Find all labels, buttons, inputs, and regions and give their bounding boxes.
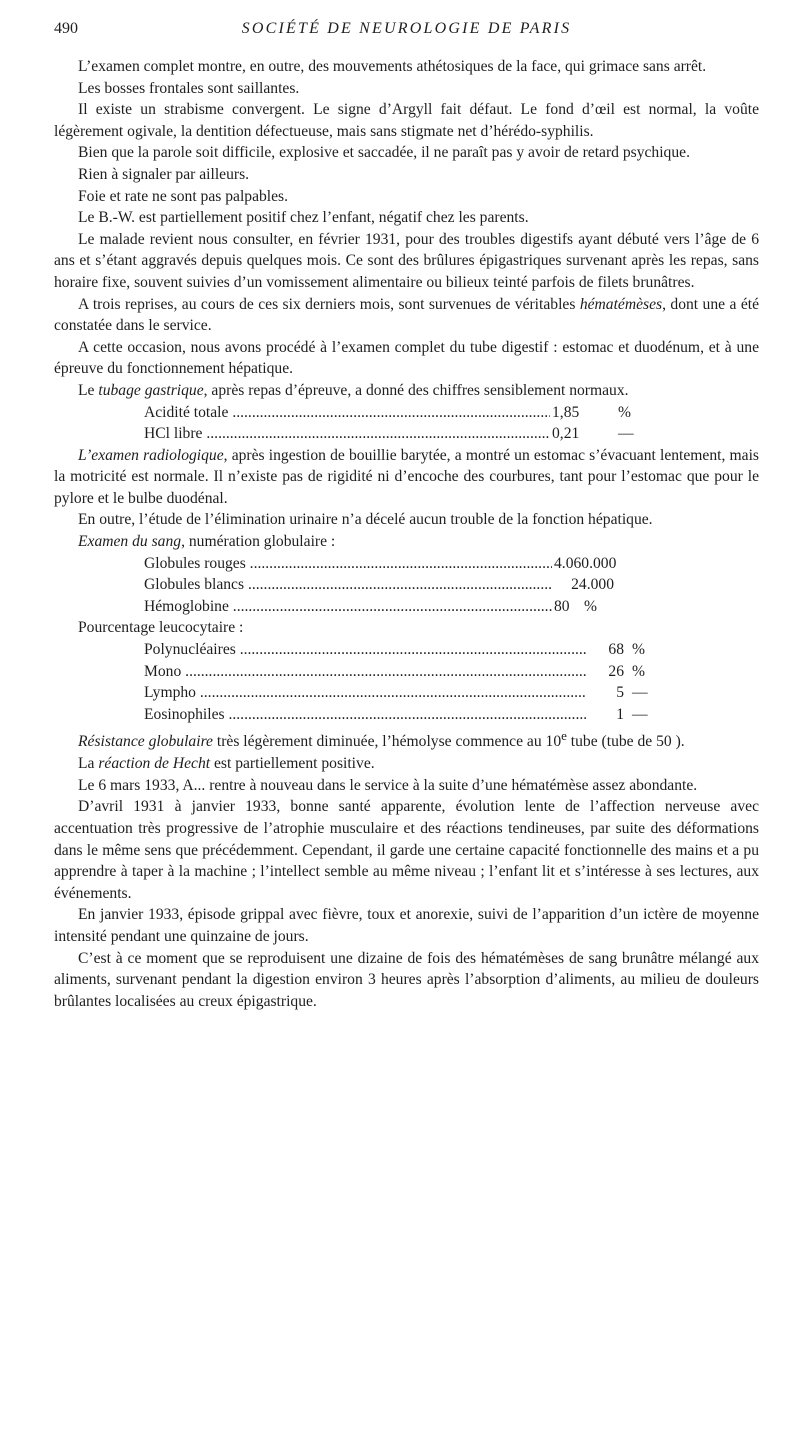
table-row: [54, 682, 759, 704]
row-label: Globules rouges .....: [144, 553, 552, 575]
row-unit: %: [632, 662, 645, 680]
table-row: [54, 553, 759, 575]
table-row: [54, 402, 759, 424]
row-unit: %: [618, 403, 631, 421]
paragraph: [54, 294, 759, 337]
leucocyte-table: [54, 639, 759, 725]
row-value: 24.000: [571, 576, 614, 594]
row-value: 4.060.000: [554, 554, 617, 572]
table-row: [54, 661, 759, 683]
paragraph: En janvier 1933, épisode grippal avec fièvre, toux et anorexie, suivi de l’apparition d’un ictère de moyenne intensité pendant une quinzaine de jours.: [54, 906, 759, 945]
paragraph: [54, 725, 759, 753]
paragraph: L’examen complet montre, en outre, des mouvements athétosiques de la face, qui grimace sans arrêt.: [78, 58, 707, 75]
paragraph: D’avril 1931 à janvier 1933, bonne santé apparente, évolution lente de l’affection nerveuse avec accentuation très progressive de l’atrophie musculaire et des réactions tendineuses, par suite des déformations dans le même sens que précédemment. Cependant, il garde une certaine capacité fonctionnelle des mains et a pu apprendre à taper à la machine ; l’intellect semble au même niveau ; l’enfant lit et s’intéresse à ses lectures, aux événements.: [54, 798, 759, 902]
text-run: A trois reprises, au cours de ces six derniers mois, sont survenues de véritables: [78, 295, 580, 313]
row-label: Mono .....: [144, 661, 586, 683]
table-row: [54, 704, 759, 726]
emphasis: L’: [78, 446, 92, 464]
blood-count-table: [54, 553, 759, 618]
row-value: 1,85: [552, 403, 580, 421]
row-value: 80: [554, 597, 570, 615]
row-value: 0,21: [552, 425, 580, 443]
emphasis: réaction de Hecht: [98, 755, 211, 773]
emphasis: Examen du sang: [78, 533, 182, 551]
emphasis: Résistance globulaire: [78, 733, 213, 751]
row-label: Eosinophiles .....: [144, 704, 586, 726]
row-label: Polynucléaires .....: [144, 639, 586, 661]
row-value: 26: [608, 662, 624, 680]
paragraph: Le B.-W. est partiellement positif chez l’enfant, négatif chez les parents.: [78, 209, 529, 227]
emphasis: examen radiologique: [91, 446, 224, 464]
paragraph: [54, 753, 759, 775]
row-unit: —: [632, 684, 648, 702]
paragraph: [54, 445, 759, 510]
table-row: [54, 596, 759, 618]
text-run: très légèrement diminuée, l’hémolyse commence au 10: [212, 733, 562, 751]
paragraph: Foie et rate ne sont pas palpables.: [78, 187, 289, 205]
running-title: SOCIÉTÉ DE NEUROLOGIE DE PARIS: [241, 20, 572, 37]
paragraph: Les bosses frontales sont saillantes.: [78, 79, 300, 97]
row-value: 1: [616, 705, 624, 723]
table-row: [54, 639, 759, 661]
row-unit: —: [632, 705, 648, 723]
text-run: , dont une a été constatée dans le service.: [54, 295, 759, 335]
table-row: [54, 423, 759, 445]
text-run: Le: [78, 381, 99, 399]
row-unit: %: [584, 597, 597, 615]
text-run: La: [78, 755, 99, 773]
paragraph: Le 6 mars 1933, A... rentre à nouveau dans le service à la suite d’une hématémèse assez abondante.: [78, 776, 698, 794]
emphasis: hématémèses: [579, 295, 663, 313]
row-unit: —: [618, 425, 634, 443]
row-label: Globules blancs .....: [144, 574, 552, 596]
row-value: 68: [608, 641, 624, 659]
emphasis: tubage gastrique: [98, 381, 204, 399]
row-value: 5: [616, 684, 624, 702]
row-label: Hémoglobine .....: [144, 596, 552, 618]
row-unit: %: [632, 641, 645, 659]
text-run: tube (tube de 50 ).: [566, 733, 685, 751]
paragraph: Pourcentage leucocytaire :: [78, 619, 244, 637]
paragraph: A cette occasion, nous avons procédé à l’examen complet du tube digestif : estomac et duodénum, et à une épreuve du fonctionnement hépatique.: [54, 338, 759, 378]
text-run: , après repas d’épreuve, a donné des chiffres sensiblement normaux.: [203, 381, 629, 399]
paragraph: En outre, l’étude de l’élimination urinaire n’a décelé aucun trouble de la fonction hépatique.: [78, 511, 653, 529]
paragraph: Bien que la parole soit difficile, explosive et saccadée, il ne paraît pas y avoir de retard psychique.: [78, 144, 690, 162]
page-header: [54, 18, 759, 42]
paragraph: [54, 380, 759, 402]
text-run: est partiellement positive.: [210, 755, 375, 773]
paragraph: Rien à signaler par ailleurs.: [78, 165, 250, 183]
row-label: HCl libre .....: [144, 423, 550, 445]
row-label: Acidité totale .....: [144, 402, 550, 424]
paragraph: Le malade revient nous consulter, en février 1931, pour des troubles digestifs ayant débuté vers l’âge de 6 ans et s’étant aggravés depuis quelques mois. Ce sont des brûlures épigastriques survenant après les repas, sans horaire fixe, souvent suivies d’un vomissement alimentaire ou bilieux teinté parfois de filets brunâtres.: [54, 230, 759, 291]
text-run: , après ingestion de bouillie barytée, a montré un estomac s’évacuant lentement, mais la motricité est normale. Il n’existe pas de rigidité ni d’encoche des courbures, tant pour l’estomac que pour le pylore et le bulbe duodénal.: [54, 446, 759, 507]
paragraph: C’est à ce moment que se reproduisent une dizaine de fois des hématémèses de sang brunâtre mélangé aux aliments, survenant pendant la digestion environ 3 heures après l’absorption d’aliments, au milieu de douleurs brûlantes localisées au creux épigastrique.: [54, 949, 759, 1010]
gastric-table: [54, 402, 759, 445]
paragraph: [54, 531, 759, 553]
table-row: [54, 574, 759, 596]
text-run: , numération globulaire :: [181, 533, 336, 551]
row-label: Lympho .....: [144, 682, 586, 704]
paragraph: Il existe un strabisme convergent. Le signe d’Argyll fait défaut. Le fond d’œil est normal, la voûte légèrement ogivale, la dentition défectueuse, mais sans stigmate net d’hérédo-syphilis.: [54, 101, 759, 140]
superscript: e: [561, 728, 567, 744]
page-number: 490: [54, 20, 78, 37]
